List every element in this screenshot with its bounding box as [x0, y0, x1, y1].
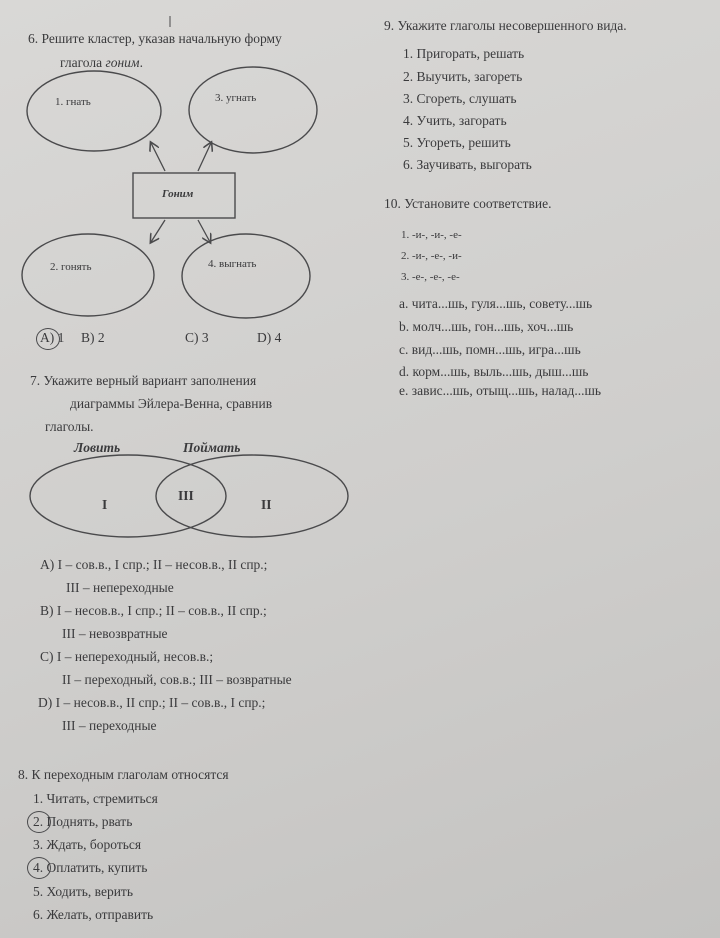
q8-item-3: 3. Ждать, бороться — [33, 837, 142, 852]
q6-center-label: Гоним — [162, 188, 194, 200]
q9-item-2: 2. Выучить, загореть — [403, 69, 523, 84]
q10-word-a: a. чита...шь, гуля...шь, совету...шь — [399, 296, 593, 311]
q7-label-right: Поймать — [183, 440, 241, 455]
q6-ellipse-3-label: 3. угнать — [215, 92, 257, 104]
q7-option-b-line1: B) I – несов.в., I спр.; II – сов.в., II спр.; — [40, 603, 267, 618]
q8-title: 8. К переходным глаголам относятся — [18, 767, 229, 782]
q6-title-line1: 6. Решите кластер, указав начальную форму — [28, 31, 282, 46]
q7-option-c-line2: II – переходный, сов.в.; III – возвратные — [62, 672, 292, 687]
q10-ending-3: 3. -е-, -е-, -е- — [401, 271, 460, 283]
q7-region-left: I — [102, 497, 108, 512]
q10-word-b: b. молч...шь, гон...шь, хоч...шь — [399, 319, 574, 334]
q6-title-post: . — [139, 55, 143, 70]
q7-region-right: II — [261, 497, 272, 512]
q6-arrow-down-right — [198, 220, 210, 242]
q9-item-4: 4. Учить, загорать — [403, 113, 507, 128]
q6-ellipse-2-label: 2. гонять — [50, 261, 92, 273]
q9-item-3: 3. Сгореть, слушать — [403, 91, 517, 106]
q10-title: 10. Установите соответствие. — [384, 196, 552, 211]
q10-word-e: e. завис...шь, отыщ...шь, налад...шь — [399, 383, 602, 398]
q6-ellipse-1-label: 1. гнать — [55, 96, 91, 108]
q8-item-1: 1. Читать, стремиться — [33, 791, 158, 806]
q6-answer-b: B) 2 — [81, 330, 105, 345]
q6-ellipse-1 — [27, 71, 161, 151]
q6-ellipse-3 — [189, 67, 317, 153]
q6-answer-d: D) 4 — [257, 330, 282, 345]
q7-option-b-line2: III – невозвратные — [62, 626, 168, 641]
q7-region-mid: III — [178, 488, 194, 503]
q7-venn-left — [30, 455, 226, 537]
q7-title-line3: глаголы. — [45, 419, 94, 434]
q9-item-5: 5. Угореть, решить — [403, 135, 511, 150]
q10-ending-2: 2. -и-, -е-, -и- — [401, 250, 462, 262]
q7-title-line1: 7. Укажите верный вариант заполнения — [30, 373, 257, 388]
q6-title-word: гоним — [105, 55, 140, 70]
q6-ellipse-4-label: 4. выгнать — [208, 258, 257, 270]
q7-title-line2: диаграммы Эйлера-Венна, сравнив — [70, 396, 273, 411]
q9-title: 9. Укажите глаголы несовершенного вида. — [384, 18, 627, 33]
q7-option-d-line1: D) I – несов.в., II спр.; II – сов.в., I спр.; — [38, 695, 266, 710]
q6-answer-c: C) 3 — [185, 330, 209, 345]
q7-option-a-line2: III – непереходные — [66, 580, 174, 595]
q7-option-d-line2: III – переходные — [62, 718, 157, 733]
q10-ending-1: 1. -и-, -и-, -е- — [401, 229, 462, 241]
q8-item-4: 4. Оплатить, купить — [33, 860, 148, 875]
q6-ellipse-4 — [182, 234, 310, 318]
q7-option-c-line1: C) I – непереходный, несов.в.; — [40, 649, 214, 664]
q9-item-6: 6. Заучивать, выгорать — [403, 157, 532, 172]
q6-arrow-up-left — [151, 143, 165, 171]
q6-arrow-down-left — [151, 220, 165, 242]
q8-item-6: 6. Желать, отправить — [33, 907, 154, 922]
q10-word-d: d. корм...шь, выль...шь, дыш...шь — [399, 364, 589, 379]
q8-item-2: 2. Поднять, рвать — [33, 814, 133, 829]
q8-item-5: 5. Ходить, верить — [33, 884, 133, 899]
q6-arrow-up-right — [198, 143, 211, 171]
q6-answer-a: A) 1 — [40, 330, 65, 345]
q6-ellipse-2 — [22, 234, 154, 316]
q6-title-pre: глагола — [60, 55, 106, 70]
q10-word-c: c. вид...шь, помн...шь, игра...шь — [399, 342, 581, 357]
q7-option-a-line1: A) I – сов.в., I спр.; II – несов.в., II спр.; — [40, 557, 268, 572]
q9-item-1: 1. Пригорать, решать — [403, 46, 525, 61]
q7-label-left: Ловить — [74, 440, 121, 455]
